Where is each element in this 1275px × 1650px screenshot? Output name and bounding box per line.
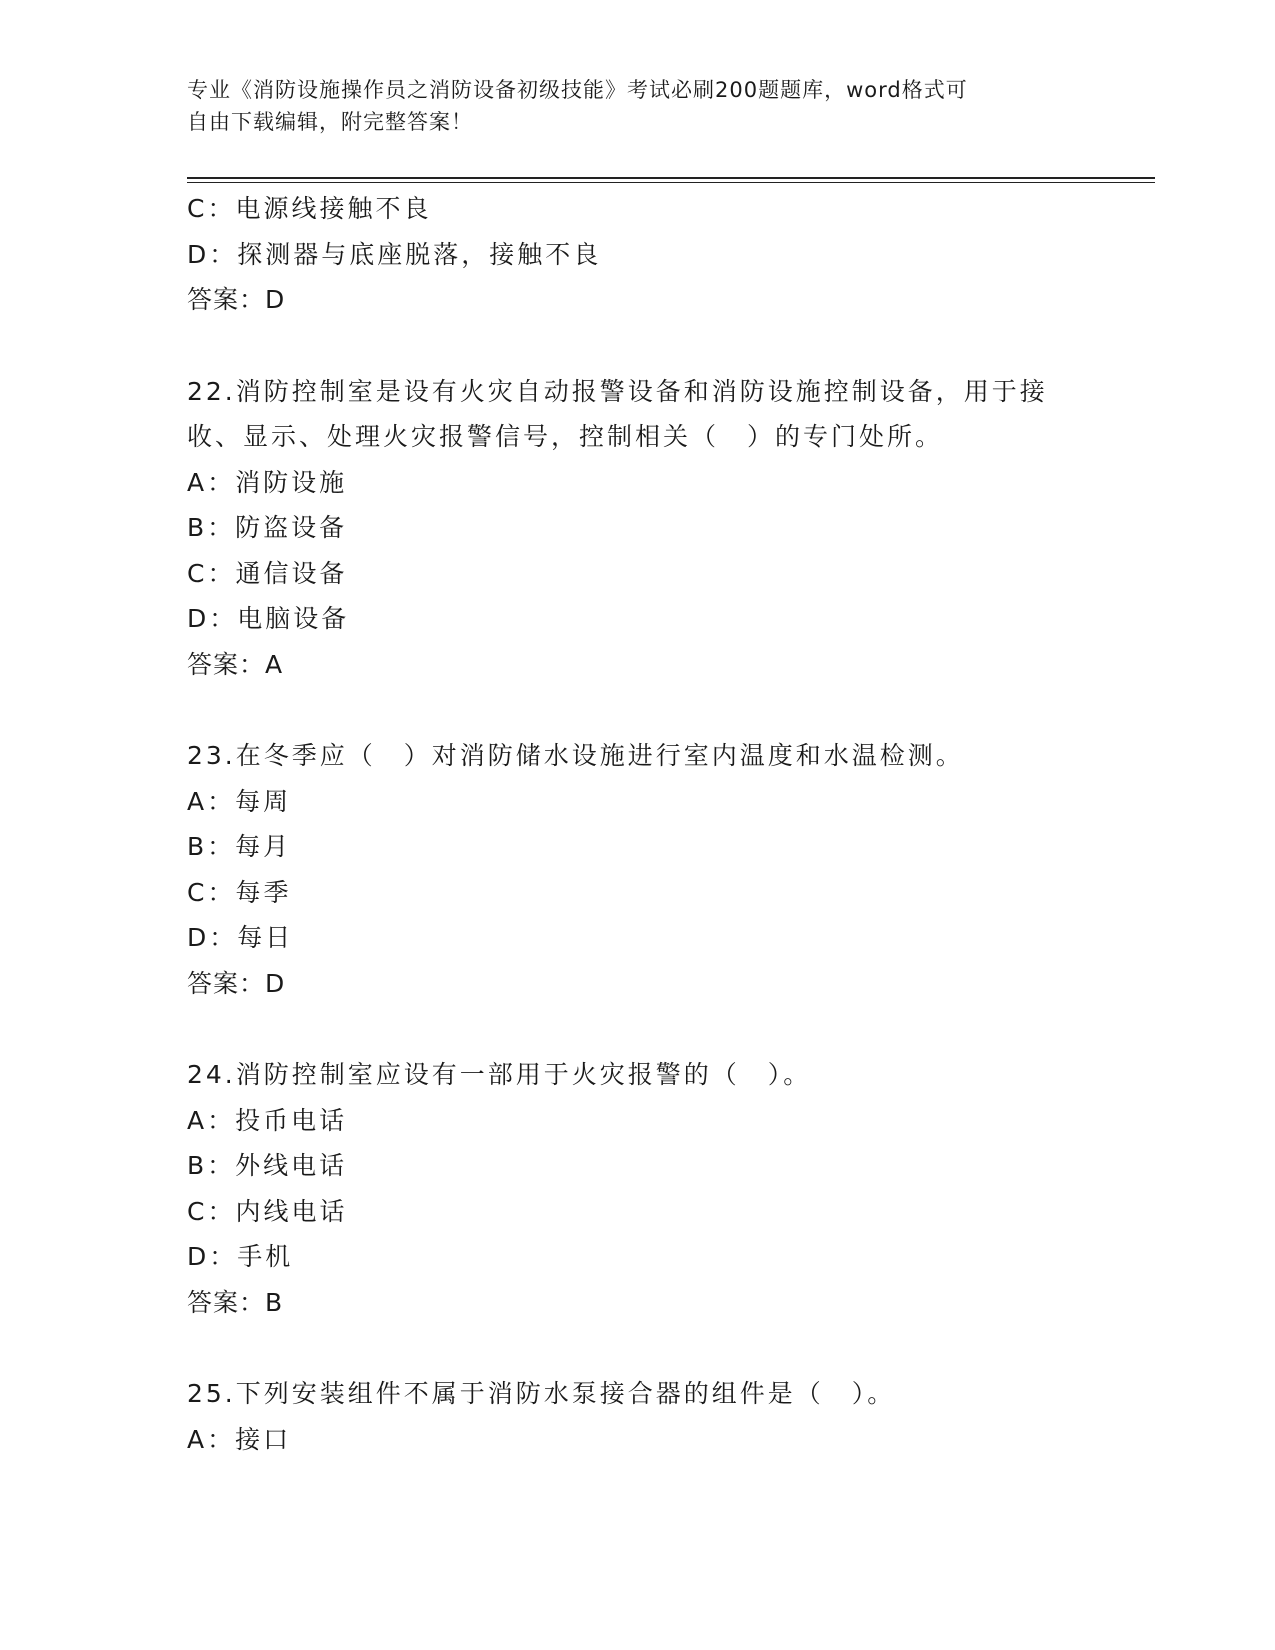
option-b: B：每月 bbox=[187, 832, 292, 861]
option-d: D：探测器与底座脱落，接触不良 bbox=[187, 239, 602, 269]
document-header bbox=[187, 74, 1087, 138]
question-24 bbox=[187, 1052, 1087, 1325]
option-d: D：每日 bbox=[187, 923, 294, 952]
option-c: C：通信设备 bbox=[187, 558, 348, 588]
answer-line: 答案：D bbox=[187, 968, 286, 998]
option-b: B：外线电话 bbox=[187, 1151, 348, 1180]
question-21-continuation bbox=[187, 186, 1087, 323]
spacer bbox=[187, 687, 1087, 733]
header-divider-thin bbox=[187, 182, 1155, 183]
option-a: A：消防设施 bbox=[187, 467, 348, 497]
question-22 bbox=[187, 369, 1087, 688]
header-divider-thick bbox=[187, 177, 1155, 179]
option-b: B：防盗设备 bbox=[187, 513, 348, 542]
answer-line: 答案：B bbox=[187, 1287, 284, 1317]
answer-line: 答案：A bbox=[187, 649, 284, 679]
question-list bbox=[187, 186, 1087, 1462]
option-a: A：每周 bbox=[187, 786, 292, 816]
option-d: D：手机 bbox=[187, 1242, 294, 1271]
spacer bbox=[187, 323, 1087, 369]
question-23 bbox=[187, 733, 1087, 1006]
header-title-line-2: 自由下载编辑，附完整答案！ bbox=[187, 110, 473, 134]
question-25 bbox=[187, 1371, 1087, 1462]
question-stem: 22.消防控制室是设有火灾自动报警设备和消防设施控制设备，用于接 bbox=[187, 376, 1048, 406]
option-d: D：电脑设备 bbox=[187, 604, 350, 633]
option-a: A：接口 bbox=[187, 1424, 292, 1454]
spacer bbox=[187, 1325, 1087, 1371]
question-stem-continued: 收、显示、处理火灾报警信号，控制相关（ ）的专门处所。 bbox=[187, 422, 944, 451]
header-title-line-1: 专业《消防设施操作员之消防设备初级技能》考试必刷200题题库，word格式可 bbox=[187, 78, 968, 102]
spacer bbox=[187, 1006, 1087, 1052]
option-c: C：电源线接触不良 bbox=[187, 194, 432, 223]
option-a: A：投币电话 bbox=[187, 1105, 348, 1135]
question-stem: 25.下列安装组件不属于消防水泵接合器的组件是（ ）。 bbox=[187, 1379, 896, 1408]
question-stem: 24.消防控制室应设有一部用于火灾报警的（ ）。 bbox=[187, 1060, 812, 1089]
question-stem: 23.在冬季应（ ）对消防储水设施进行室内温度和水温检测。 bbox=[187, 741, 964, 770]
answer-line: 答案：D bbox=[187, 285, 286, 314]
option-c: C：内线电话 bbox=[187, 1196, 348, 1226]
option-c: C：每季 bbox=[187, 877, 292, 907]
